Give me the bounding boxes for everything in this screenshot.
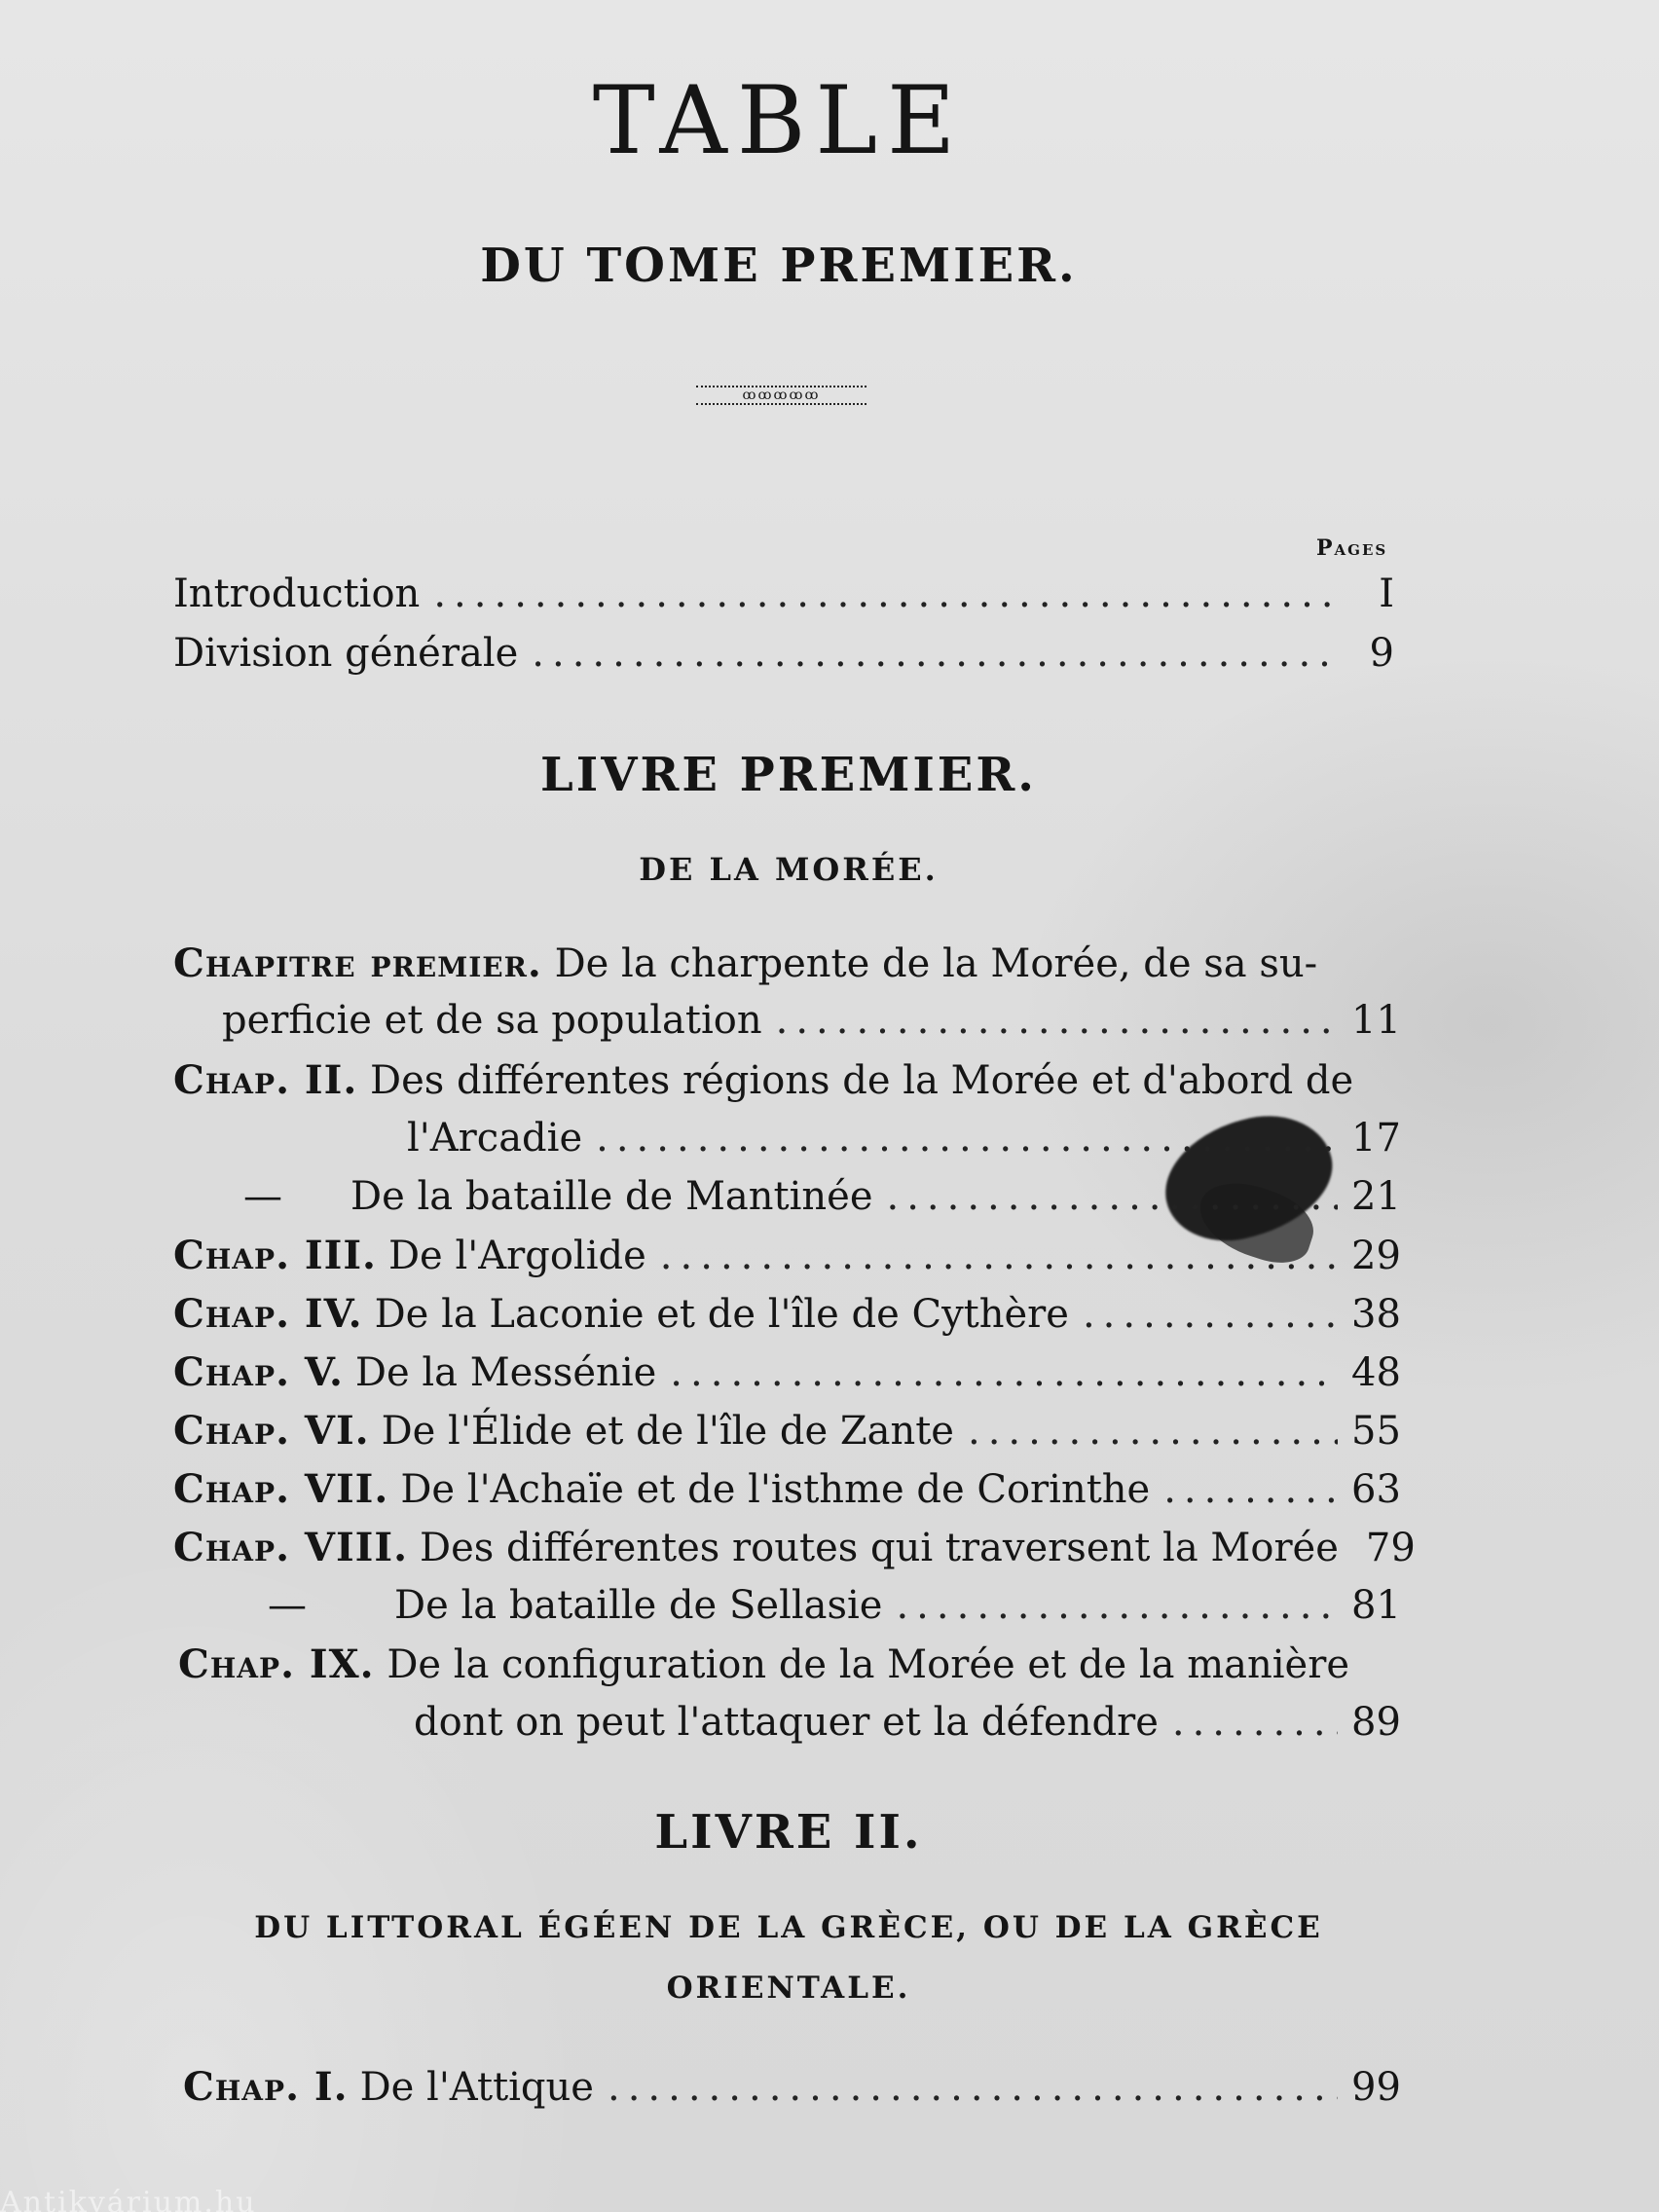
chapter-label: Chap. VI.: [173, 1408, 370, 1454]
entry-page: 79: [1365, 1526, 1416, 1570]
chapter-label: Chap. IX.: [178, 1641, 375, 1687]
entry-page: 99: [1351, 2065, 1401, 2110]
toc-entry-chap-8[interactable]: [173, 1525, 1416, 1570]
toc-entry-chap-3[interactable]: [173, 1233, 1401, 1278]
chapter-label: Chap. V.: [173, 1349, 344, 1395]
toc-entry-division-generale[interactable]: [173, 631, 1394, 676]
pages-column-label: Pages: [1316, 535, 1388, 561]
chapter-label: Chap. II.: [173, 1057, 358, 1103]
dot-leader: [532, 631, 1338, 676]
chapter-label: Chap. III.: [173, 1233, 377, 1278]
toc-entry-chap-7[interactable]: [173, 1466, 1401, 1512]
entry-page: 48: [1351, 1350, 1401, 1395]
toc-entry-bataille-sellasie[interactable]: [268, 1583, 1401, 1628]
entry-title: De la charpente de la Morée, de sa su-: [554, 941, 1318, 986]
toc-entry-livre2-chap-1[interactable]: [183, 2064, 1401, 2110]
dot-leader: [670, 1350, 1338, 1395]
toc-entry-chap-2-line2[interactable]: [407, 1116, 1401, 1161]
entry-title: De la bataille de Mantinée: [350, 1174, 873, 1219]
entry-page: 38: [1351, 1292, 1401, 1337]
dot-leader: [660, 1234, 1338, 1278]
livre-2-heading: LIVRE II.: [654, 1805, 923, 1860]
toc-entry-chapitre-premier-line2[interactable]: [222, 998, 1401, 1043]
chapter-label: Chapitre premier.: [173, 940, 542, 986]
dash-marker: —: [268, 1583, 307, 1628]
entry-title: Introduction: [173, 571, 421, 616]
entry-title: De l'Argolide: [387, 1234, 646, 1278]
dot-leader: [896, 1583, 1338, 1628]
dot-leader: [886, 1174, 1338, 1219]
entry-title: Division générale: [173, 631, 519, 676]
toc-entry-chap-2-line1[interactable]: [173, 1057, 1353, 1103]
entry-title: De la bataille de Sellasie: [394, 1583, 883, 1628]
entry-page: 21: [1351, 1174, 1401, 1219]
chapter-label: Chap. VII.: [173, 1466, 389, 1512]
ornament-divider: ꝏꝏꝏꝏꝏ: [696, 386, 866, 405]
dot-leader: [596, 1116, 1338, 1161]
entry-title-cont: dont on peut l'attaquer et la défendre: [414, 1700, 1159, 1745]
livre-2-subheading-line2: ORIENTALE.: [666, 1971, 911, 2006]
toc-entry-chap-9-line2[interactable]: [414, 1700, 1401, 1745]
toc-entry-chapitre-premier-line1[interactable]: [173, 940, 1317, 986]
entry-page: 29: [1351, 1234, 1401, 1278]
entry-page: 89: [1351, 1700, 1401, 1745]
dot-leader: [1163, 1467, 1338, 1512]
entry-title-cont: l'Arcadie: [407, 1116, 583, 1161]
dot-leader: [968, 1409, 1338, 1454]
watermark: Antikvárium.hu: [0, 2186, 257, 2212]
entry-title: De la configuration de la Morée et de la manière: [387, 1642, 1349, 1687]
entry-title: De la Laconie et de l'île de Cythère: [374, 1292, 1069, 1337]
livre-premier-heading: LIVRE PREMIER.: [540, 748, 1037, 802]
entry-title-cont: perficie et de sa population: [222, 998, 762, 1043]
chapter-label: Chap. I.: [183, 2064, 349, 2110]
entry-title: Des différentes régions de la Morée et d'abord de: [370, 1058, 1354, 1103]
entry-page: 81: [1351, 1583, 1401, 1628]
toc-entry-chap-9-line1[interactable]: [178, 1641, 1349, 1687]
dot-leader: [1083, 1292, 1338, 1337]
entry-page: 55: [1351, 1409, 1401, 1454]
entry-page: 17: [1351, 1116, 1401, 1161]
page-subtitle: DU TOME PREMIER.: [480, 239, 1078, 293]
toc-entry-bataille-mantinee[interactable]: [243, 1174, 1401, 1219]
livre-2-subheading-line1: DU LITTORAL ÉGÉEN DE LA GRÈCE, OU DE LA GRÈCE: [254, 1910, 1323, 1945]
entry-page: 63: [1351, 1467, 1401, 1512]
entry-title: De l'Attique: [359, 2065, 594, 2110]
chapter-label: Chap. VIII.: [173, 1525, 409, 1570]
livre-premier-subheading: DE LA MORÉE.: [639, 851, 939, 888]
dash-marker: —: [243, 1174, 282, 1219]
toc-entry-chap-4[interactable]: [173, 1291, 1401, 1337]
entry-title: Des différentes routes qui traversent la Morée: [420, 1526, 1339, 1570]
page-title: TABLE: [592, 66, 966, 175]
toc-entry-introduction[interactable]: [173, 571, 1394, 616]
toc-entry-chap-6[interactable]: [173, 1408, 1401, 1454]
entry-page: I: [1379, 571, 1394, 616]
dot-leader: [608, 2065, 1338, 2110]
dot-leader: [1172, 1700, 1338, 1745]
toc-entry-chap-5[interactable]: [173, 1349, 1401, 1395]
chapter-label: Chap. IV.: [173, 1291, 363, 1337]
entry-title: De la Messénie: [354, 1350, 657, 1395]
entry-page: 9: [1369, 631, 1394, 676]
entry-page: 11: [1351, 998, 1401, 1043]
dot-leader: [433, 571, 1338, 616]
dot-leader: [776, 998, 1338, 1043]
entry-title: De l'Élide et de l'île de Zante: [381, 1409, 954, 1454]
entry-title: De l'Achaïe et de l'isthme de Corinthe: [400, 1467, 1151, 1512]
